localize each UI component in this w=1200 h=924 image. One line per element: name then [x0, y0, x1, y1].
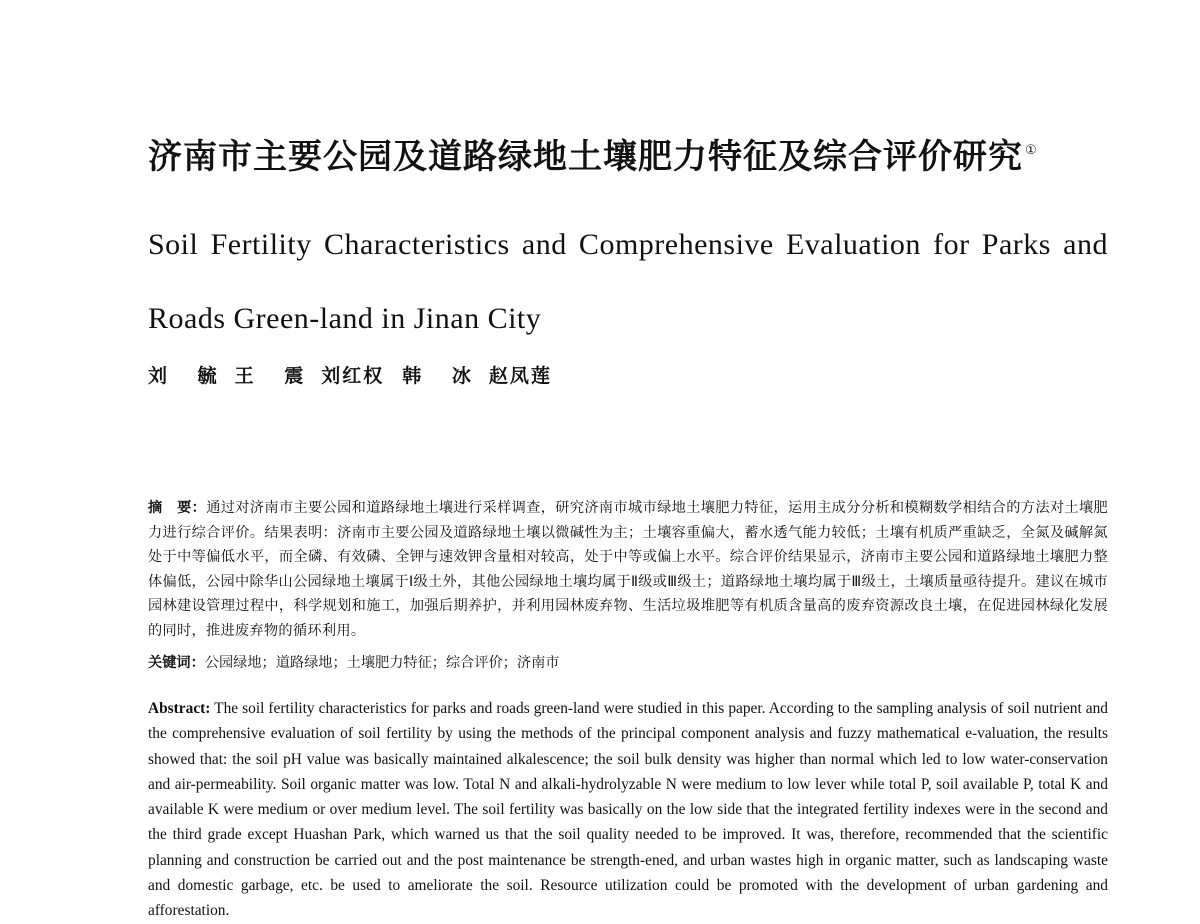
- author-4: 韩 冰: [402, 365, 483, 387]
- title-chinese: [148, 132, 1108, 182]
- abstract-english-label: Abstract:: [148, 700, 211, 717]
- abstract-english-text: The soil fertility characteristics for parks and roads green-land were studied in this paper. According to the sampling analysis of soil nutrient and the comprehensive evaluation of soil fertility by using the methods of the principal component analysis and fuzzy mathematical e-valuation, the results showed that: the soil pH value was basically maintained alkalescence; the soil bulk density was higher than normal which led to low water-conservation and air-permeability. Soil organic matter was low. Total N and alkali-hydrolyzable N were medium to low lever while total P, soil available P, total K and available K were medium or over medium level. The soil fertility was basically on the low side that the integrated fertility indexes were in the second and the third grade except Huashan Park, which warned us that the soil quality needed to be improved. It was, therefore, recommended that the scientific planning and construction be carried out and the post maintenance be strength-ened, and urban wastes high in organic matter, such as landscaping waste and domestic garbage, etc. be used to ameliorate the soil. Resource utilization could be promoted with the development of urban gardening and afforestation.: [148, 700, 1108, 920]
- abstract-chinese: [148, 496, 1108, 643]
- author-1: 刘 毓: [148, 365, 229, 387]
- title-footnote-mark: ①: [1025, 143, 1038, 158]
- keywords-chinese: [148, 651, 1108, 675]
- author-5: 赵凤莲: [488, 365, 552, 387]
- abstract-chinese-label: 摘 要：: [148, 500, 207, 516]
- title-chinese-text: 济南市主要公园及道路绿地土壤肥力特征及综合评价研究: [148, 137, 1023, 177]
- title-english-line-2: Roads Green-land in Jinan City: [148, 302, 542, 335]
- keywords-text: 公园绿地；道路绿地；土壤肥力特征；综合评价；济南市: [204, 655, 560, 671]
- author-3: 刘红权: [321, 365, 385, 387]
- author-2: 王 震: [234, 365, 316, 387]
- title-english-line-1: Soil Fertility Characteristics and Comprehensive Evaluation for Parks and: [148, 228, 1108, 261]
- abstract-english: [148, 696, 1108, 924]
- author-list: [148, 362, 570, 390]
- abstract-chinese-text: 通过对济南市主要公园和道路绿地土壤进行采样调查，研究济南市城市绿地土壤肥力特征，运用主成分分析和模糊数学相结合的方法对土壤肥力进行综合评价。结果表明：济南市主要公园及道路绿地土壤以微碱性为主；土壤容重偏大，蓄水透气能力较低；土壤有机质严重缺乏，全氮及碱解氮处于中等偏低水平，而全磷、有效磷、全钾与速效钾含量相对较高，处于中等或偏上水平。综合评价结果显示，济南市主要公园和道路绿地土壤肥力整体偏低，公园中除华山公园绿地土壤属于Ⅰ级土外，其他公园绿地土壤均属于Ⅱ级或Ⅲ级土；道路绿地土壤均属于Ⅲ级土，土壤质量亟待提升。建议在城市园林建设管理过程中，科学规划和施工，加强后期养护，并利用园林废弃物、生活垃圾堆肥等有机质含量高的废弃资源改良土壤，在促进园林绿化发展的同时，推进废弃物的循环利用。: [148, 500, 1108, 639]
- keywords-label: 关键词：: [148, 655, 205, 671]
- title-english: [148, 208, 1108, 356]
